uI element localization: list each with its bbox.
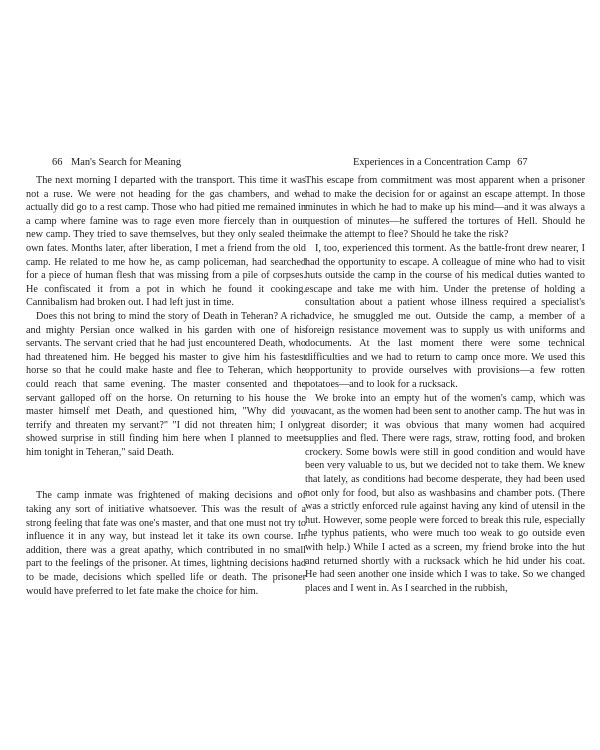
- page-number-right: 67: [517, 157, 528, 168]
- left-page-body: [26, 174, 306, 598]
- paragraph: The next morning I departed with the transport. This time it was not a ruse. We were not heading for the gas chambers, and we actually did go to a rest camp. Those who had pitied me remained in a camp where famine was to rage even more fiercely than in our new camp. They tried to save themselves, but they only sealed their own fates. Months later, after liberation, I met a friend from the old camp. He related to me how he, as camp policeman, had searched for a piece of human flesh that was missing from a pile of corpses. He confiscated it from a pot in which he found it cooking. Cannibalism had broken out. I had left just in time.: [26, 175, 306, 309]
- running-head-left: Man's Search for Meaning: [71, 157, 182, 168]
- paragraph: The camp inmate was frightened of making decisions and of taking any sort of initiative whatsoever. This was the result of a strong feeling that fate was one's master, and that one must not try to influence it in any way, but instead let it take its own course. In addition, there was a great apathy, which contributed in no small part to the feelings of the prisoner. At times, lightning decisions had to be made, decisions which spelled life or death. The prisoner would have preferred to let fate make the choice for him.: [26, 490, 306, 597]
- left-page-header: [26, 156, 306, 170]
- paragraph: We broke into an empty hut of the women's camp, which was vacant, as the women had been sent to another camp. The hut was in great disorder; it was obvious that many women had acquired supplies and fled. There were rags, straw, rotting food, and broken crockery. Some bowls were still in good condition and would have been very valuable to us, but we decided not to take them. We knew that lately, as conditions had become desperate, they had been used not only for food, but also as washbasins and chamber pots. (There was a strictly enforced rule against having any kind of utensil in the hut. However, some people were forced to break this rule, especially the typhus patients, who were much too weak to go outside even with help.) While I acted as a screen, my friend broke into the hut and returned shortly with a rucksack which he hid under his coat. He had seen another one inside which I was to take. So we changed places and I went in. As I searched in the rubbish,: [305, 392, 585, 594]
- running-head-right: Experiences in a Concentration Camp: [353, 157, 511, 168]
- paragraph: Does this not bring to mind the story of Death in Teheran? A rich and mighty Persian once walked in his garden with one of his servants. The servant cried that he had just encountered Death, who had threatened him. He begged his master to give him his fastest horse so that he could make haste and flee to Teheran, which he could reach that same evening. The master consented and the servant galloped off on the horse. On returning to his house the master himself met Death, and questioned him, "Why did you terrify and threaten my servant?" "I did not threaten him; I only showed surprise in still finding him here when I planned to meet him tonight in Teheran," said Death.: [26, 310, 306, 458]
- page-number-left: 66: [52, 157, 63, 168]
- right-page-body: [305, 174, 585, 595]
- paragraph: This escape from commitment was most apparent when a prisoner had to make the decision for or against an escape attempt. In those minutes in which he had to make up his mind—and it was always a question of minutes—he suffered the tortures of Hell. Should he make the attempt to flee? Should he take the risk?: [305, 175, 585, 241]
- paragraph: I, too, experienced this torment. As the battle-front drew nearer, I had the opportunity to escape. A colleague of mine who had to visit huts outside the camp in the course of his medical duties wanted to escape and take me with him. Under the pretense of holding a consultation about a patient whose illness required a specialist's advice, he smuggled me out. Outside the camp, a member of a foreign resistance movement was to supply us with uniforms and documents. At the last moment there were some technical difficulties and we had to return to camp once more. We used this opportunity to provide ourselves with provisions—a few rotten potatoes—and to look for a rucksack.: [305, 242, 585, 390]
- right-page-header: [305, 156, 585, 170]
